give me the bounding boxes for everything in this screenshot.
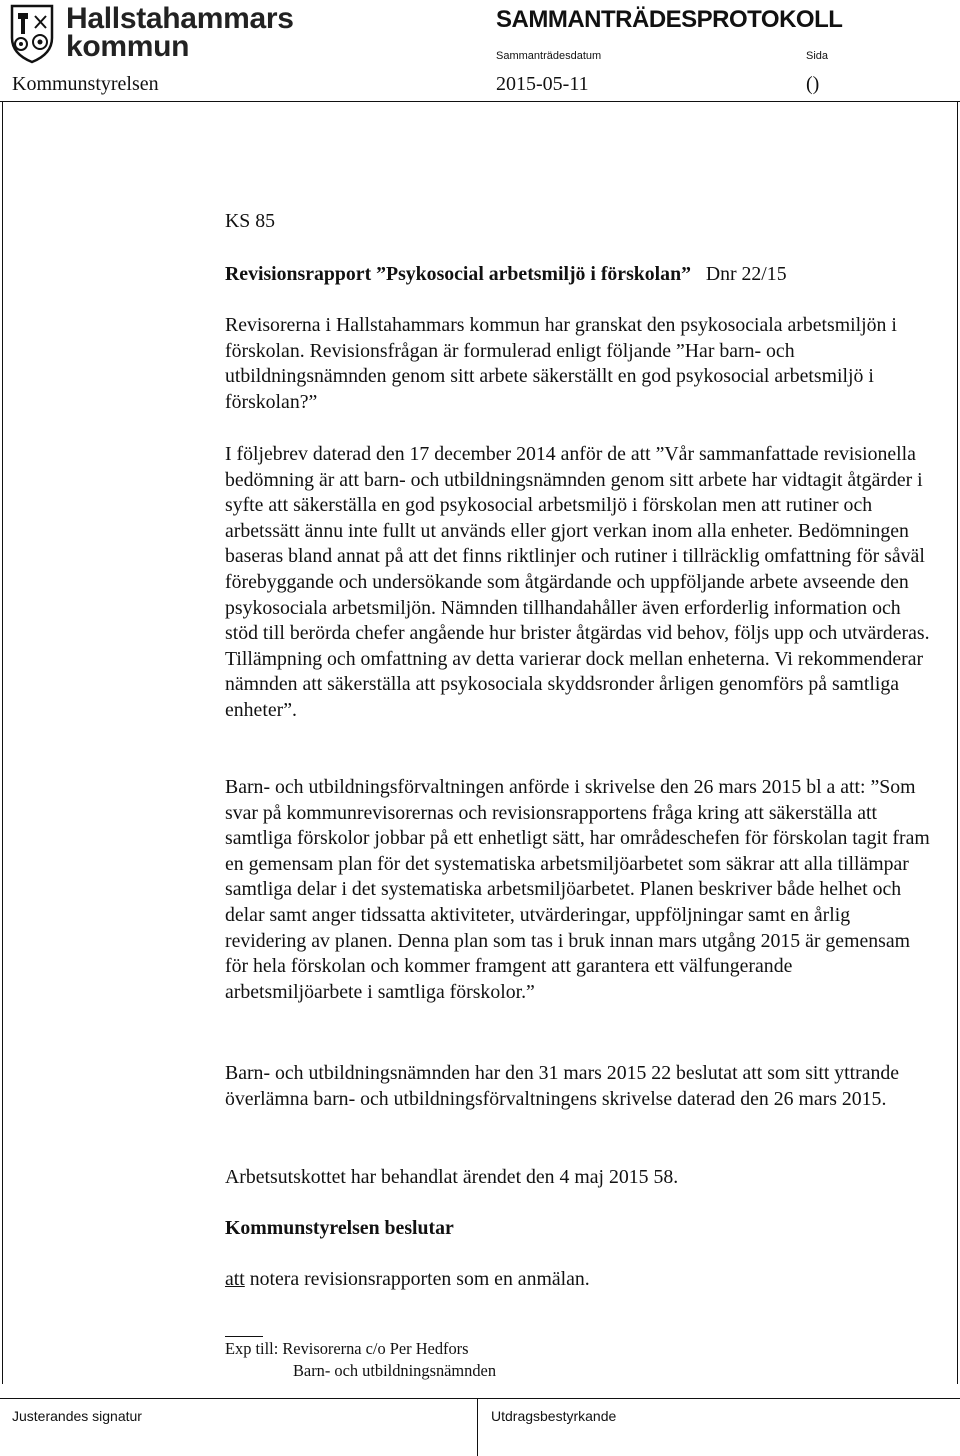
certification-field-label: Utdragsbestyrkande [491, 1408, 617, 1424]
background-paragraph: Revisorerna i Hallstahammars kommun har granskat den psykosociala arbetsmiljön i förskolan. Revisionsfrågan är formulerad enligt följande ”Har barn- och utbildningsnämnden genom sitt arbete säkerställt en god psykosocial arbetsmiljö i förskolan?” [225, 314, 897, 413]
distribution-line-2: Barn- och utbildningsnämnden [293, 1361, 497, 1380]
meeting-date: 2015-05-11 [496, 73, 589, 95]
page-number: () [806, 73, 820, 95]
decision-body: notera revisionsrapporten som en anmälan. [244, 1268, 590, 1290]
right-margin-line [957, 101, 958, 1384]
organization-name-line2: kommun [66, 30, 190, 63]
meeting-date-label: Sammanträdesdatum [496, 50, 602, 62]
cover-letter-paragraph: I följebrev daterad den 17 december 2014 anför de att ”Vår sammanfattade revisionella bedömning är att barn- och utbildningsnämnden genom sitt arbete har vidtagit åtgärder i syfte att säkerställa en god psykosocial arbetsmiljö i förskolan men att rutiner och arbetssätt ännu inte fullt ut används eller gjort verkan inom alla enheter. Bedömningen baseras bland annat på att det finns riktlinjer och rutiner i tillräcklig omfattning för såväl förebyggande och undersökande som åtgärdande och uppföljande arbete avseende den psykosociala arbetsmiljön. Nämnden tillhandahåller även erforderlig information och stöd till berörda chefer angående hur brister åtgärdas vid behov, följs upp och utvärderas. Tillämpning och omfattning av detta varierar dock mellan enheterna. Vi rekommenderar nämnden att säkerställa att psykosociala skyddsronder årligen genomförs på samtliga enheter”. [225, 443, 930, 721]
page-label: Sida [806, 50, 829, 62]
diary-number: Dnr 22/15 [705, 263, 787, 285]
distribution-rule [225, 1336, 263, 1337]
left-margin-line [2, 101, 3, 1384]
working-committee-paragraph: Arbetsutskottet har behandlat ärendet den 4 maj 2015 58. [225, 1166, 679, 1188]
signature-field-label: Justerandes signatur [12, 1408, 142, 1424]
distribution-line-1: Exp till: Revisorerna c/o Per Hedfors [225, 1339, 469, 1358]
organization-name-line1: Hallstahammars [66, 2, 294, 35]
header-divider [0, 101, 960, 102]
decision-heading: Kommunstyrelsen beslutar [225, 1217, 454, 1239]
decision-text [225, 1267, 932, 1293]
governing-body: Kommunstyrelsen [12, 73, 159, 95]
footer-column-divider [477, 1398, 478, 1456]
paragraph-number: KS 85 [225, 210, 276, 232]
decision-att: att [225, 1268, 245, 1290]
document-title: SAMMANTRÄDESPROTOKOLL [496, 6, 843, 33]
footer-divider [0, 1398, 960, 1399]
municipal-coat-of-arms-logo [10, 4, 54, 64]
matter-title: Revisionsrapport ”Psykosocial arbetsmiljö i förskolan” [225, 263, 691, 285]
committee-decision-paragraph: Barn- och utbildningsnämnden har den 31 mars 2015 22 beslutat att som sitt yttrande överlämna barn- och utbildningsförvaltningens skrivelse daterad den 26 mars 2015. [225, 1062, 900, 1110]
administration-response-paragraph: Barn- och utbildningsförvaltningen anförde i skrivelse den 26 mars 2015 bl a att: ”Som svar på kommunrevisorernas och revisionsrapportens fråga kring att säkerställa att samtliga förskolor jobbar på ett enhetligt sätt, har områdeschefen för förskolan tagit fram en gemensam plan för det systematiska arbetsmiljöarbetet som säkrar att alla tillämpar samtliga delar i det systematiska arbetsmiljöarbetet. Planen beskriver både helhet och delar samt anger tidssatta aktiviteter, utvärderingar, uppföljningar samt en årlig revidering av planen. Denna plan som tas i bruk innan mars utgång 2015 är gemensam för hela förskolan och kommer framgent att garantera ett välfungerande arbetsmiljöarbete i samtliga förskolor.” [225, 776, 930, 1003]
matter-heading [225, 262, 932, 288]
